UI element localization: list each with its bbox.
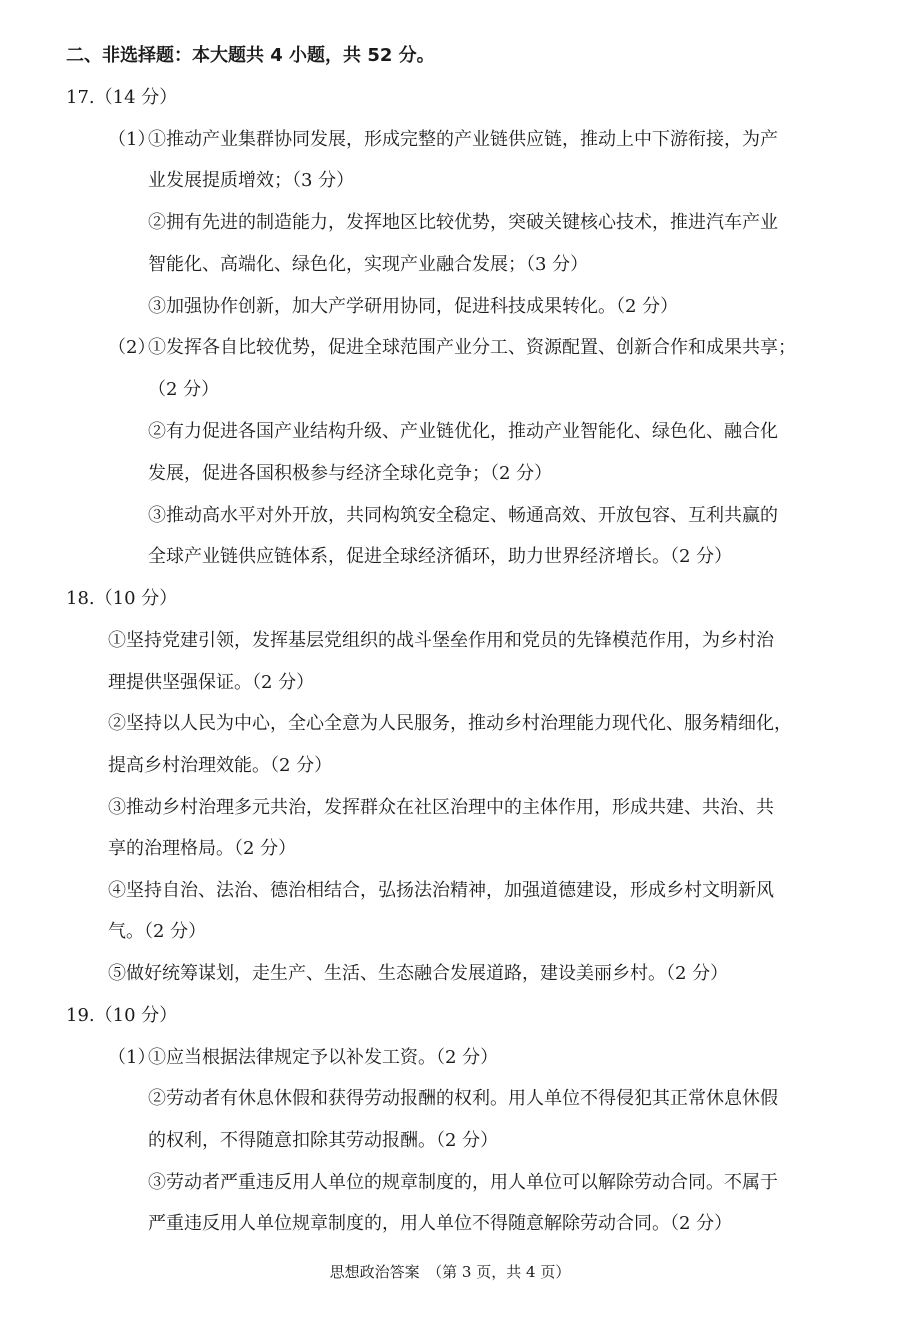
q19-p1-item1-line1: ①应当根据法律规定予以补发工资。（2 分） — [148, 1047, 499, 1068]
q17-p1-item3-line1: ③加强协作创新，加大产学研用协同，促进科技成果转化。（2 分） — [148, 296, 679, 317]
q17-p2-item1-line2: （2 分） — [148, 379, 220, 400]
q19-p1-item2-line2: 的权利，不得随意扣除其劳动报酬。（2 分） — [148, 1130, 499, 1151]
q17-p1-item2-line1: ②拥有先进的制造能力，发挥地区比较优势，突破关键核心技术，推进汽车产业 — [148, 212, 778, 233]
q17-p2-item2-line1: ②有力促进各国产业结构升级、产业链优化，推动产业智能化、绿色化、融合化 — [148, 421, 778, 442]
q17-part2-marker: （2） — [108, 337, 156, 358]
q18-item4-line2: 气。（2 分） — [108, 921, 207, 942]
q18-item2-line1: ②坚持以人民为中心，全心全意为人民服务，推动乡村治理能力现代化、服务精细化， — [108, 713, 792, 734]
q17-p2-item2-line2: 发展，促进各国积极参与经济全球化竞争；（2 分） — [148, 463, 553, 484]
q17-p2-item3-line2: 全球产业链供应链体系，促进全球经济循环，助力世界经济增长。（2 分） — [148, 546, 733, 567]
q18-item3-line1: ③推动乡村治理多元共治，发挥群众在社区治理中的主体作用，形成共建、共治、共 — [108, 797, 774, 818]
section-heading: 二、非选择题：本大题共 4 小题，共 52 分。 — [66, 45, 435, 66]
q17-p1-item1-line1: ①推动产业集群协同发展，形成完整的产业链供应链，推动上中下游衔接，为产 — [148, 129, 778, 150]
q17-p1-item1-line2: 业发展提质增效；（3 分） — [148, 170, 355, 191]
q18-item2-line2: 提高乡村治理效能。（2 分） — [108, 755, 333, 776]
q17-label: 17.（14 分） — [66, 87, 178, 108]
q18-item4-line1: ④坚持自治、法治、德治相结合，弘扬法治精神，加强道德建设，形成乡村文明新风 — [108, 880, 774, 901]
q19-label: 19.（10 分） — [66, 1005, 178, 1026]
q17-p2-item3-line1: ③推动高水平对外开放，共同构筑安全稳定、畅通高效、开放包容、互利共赢的 — [148, 505, 778, 526]
q19-p1-item3-line1: ③劳动者严重违反用人单位的规章制度的，用人单位可以解除劳动合同。不属于 — [148, 1172, 778, 1193]
q18-item3-line2: 享的治理格局。（2 分） — [108, 838, 297, 859]
q18-label: 18.（10 分） — [66, 588, 178, 609]
q17-p2-item1-line1: ①发挥各自比较优势，促进全球范围产业分工、资源配置、创新合作和成果共享； — [148, 337, 796, 358]
q18-item1-line2: 理提供坚强保证。（2 分） — [108, 672, 315, 693]
page-footer: 思想政治答案 （第 3 页，共 4 页） — [329, 1263, 571, 1281]
q19-p1-item3-line2: 严重违反用人单位规章制度的，用人单位不得随意解除劳动合同。（2 分） — [148, 1213, 733, 1234]
q18-item5-line1: ⑤做好统筹谋划，走生产、生活、生态融合发展道路，建设美丽乡村。（2 分） — [108, 963, 729, 984]
q19-p1-item2-line1: ②劳动者有休息休假和获得劳动报酬的权利。用人单位不得侵犯其正常休息休假 — [148, 1088, 778, 1109]
q18-item1-line1: ①坚持党建引领，发挥基层党组织的战斗堡垒作用和党员的先锋模范作用，为乡村治 — [108, 630, 774, 651]
q19-part1-marker: （1） — [108, 1047, 156, 1068]
q17-p1-item2-line2: 智能化、高端化、绿色化，实现产业融合发展；（3 分） — [148, 254, 589, 275]
q17-part1-marker: （1） — [108, 129, 156, 150]
